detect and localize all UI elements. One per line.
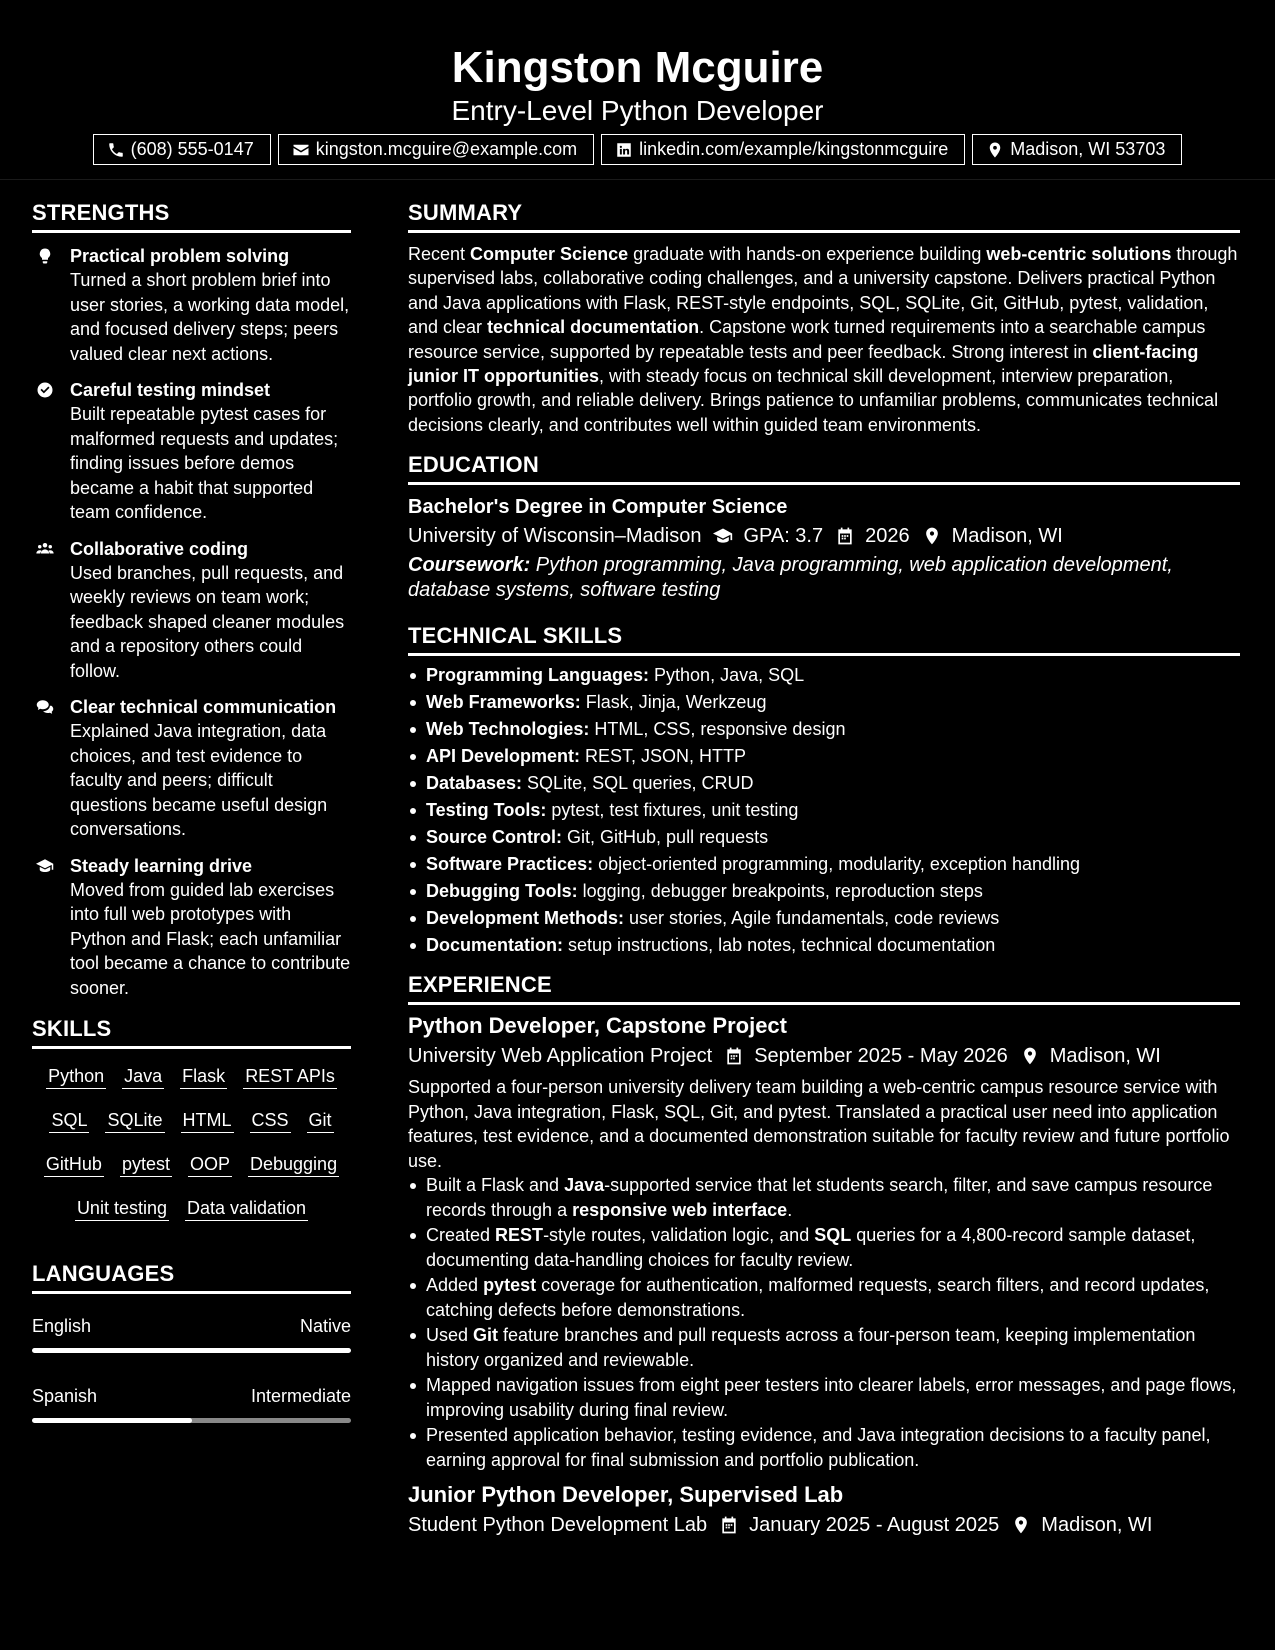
- strength-title: Collaborative coding: [70, 538, 249, 559]
- strength-title: Careful testing mindset: [70, 380, 271, 400]
- job-title: Junior Python Developer, Supervised Lab: [408, 1482, 844, 1508]
- skill-tag: Unit testing: [75, 1196, 169, 1221]
- strength-desc: Moved from guided lab exercises into full web prototypes with Python and Flask; each unfamiliar tool became a chance to contribute sooner.: [70, 879, 351, 998]
- strength-desc: Used branches, pull requests, and weekly reviews on team work; feedback shaped cleaner modules and a repository others could follow.: [70, 562, 345, 681]
- strength-desc: Built repeatable pytest cases for malformed requests and updates; finding issues before demos became a habit that supported team confidence.: [70, 404, 339, 522]
- skill-tag: Flask: [180, 1064, 227, 1089]
- job-dates: September 2025 - May 2026: [754, 1045, 1008, 1068]
- tech-skill-item: Databases: SQLite, SQL queries, CRUD: [408, 770, 1240, 797]
- tech-skill-item: Development Methods: user stories, Agile fundamentals, code reviews: [408, 905, 1240, 932]
- skill-tag: HTML: [181, 1108, 234, 1133]
- job-bullets: [408, 1173, 1240, 1472]
- strength-item: [32, 244, 351, 366]
- tech-skill-item: Web Technologies: HTML, CSS, responsive design: [408, 716, 1240, 743]
- tech-skill-item: Source Control: Git, GitHub, pull requests: [408, 824, 1240, 851]
- contact-phone-text: (608) 555-0147: [130, 139, 254, 159]
- strengths-heading: STRENGTHS: [32, 200, 351, 233]
- language-item: [32, 1314, 351, 1353]
- map-pin-icon: [922, 526, 942, 546]
- skill-tag: Git: [307, 1108, 334, 1133]
- strength-item: [32, 695, 351, 842]
- map-pin-icon: [986, 141, 1004, 159]
- strength-title: Steady learning drive: [70, 855, 253, 876]
- education-location: Madison, WI: [951, 525, 1063, 548]
- language-name: English: [32, 1316, 92, 1336]
- gpa: GPA: 3.7: [743, 525, 824, 548]
- contact-linkedin[interactable]: [601, 134, 965, 165]
- calendar-icon: [719, 1515, 739, 1535]
- right-column: [408, 180, 1240, 1539]
- job-description: Supported a four-person university delivery team building a web-centric campus resource service with Python, Java integration, Flask, SQL, Git, and pytest. Translated a practical user need into application features, test evidence, and a documented demonstration suitable for faculty review and future portfolio use.: [408, 1077, 1230, 1171]
- job-bullet: Used Git feature branches and pull requests across a four-person team, keeping implementation history organized and reviewable.: [408, 1323, 1240, 1372]
- technical-skills-heading: TECHNICAL SKILLS: [408, 623, 1240, 656]
- skill-tag: Debugging: [248, 1152, 339, 1177]
- language-bar: [32, 1418, 351, 1423]
- map-pin-icon: [1011, 1515, 1031, 1535]
- skills-heading: SKILLS: [32, 1016, 351, 1049]
- skill-tag: Python: [46, 1064, 106, 1089]
- job-bullet: Added pytest coverage for authentication, malformed requests, search filters, and record updates, catching defects before demonstrations.: [408, 1273, 1240, 1322]
- chat-bubbles-icon: [35, 698, 55, 716]
- skill-tag: Data validation: [185, 1196, 308, 1221]
- degree-title: Bachelor's Degree in Computer Science: [408, 496, 788, 519]
- contact-bar: [0, 134, 1275, 165]
- check-circle-icon: [35, 381, 55, 399]
- skill-tag: CSS: [250, 1108, 291, 1133]
- experience-heading: EXPERIENCE: [408, 972, 1240, 1005]
- candidate-title: Entry-Level Python Developer: [451, 95, 824, 126]
- job-dates: January 2025 - August 2025: [749, 1514, 1000, 1537]
- job-bullet: Presented application behavior, testing evidence, and Java integration decisions to a faculty panel, earning approval for final submission and portfolio publication.: [408, 1423, 1240, 1472]
- strength-item: [32, 378, 351, 525]
- skill-tag: pytest: [120, 1152, 172, 1177]
- left-column: [32, 180, 351, 1423]
- language-bar-fill: [32, 1348, 351, 1353]
- job-bullet: Mapped navigation issues from eight peer testers into clearer labels, error messages, and page flows, improving usability during final review.: [408, 1373, 1240, 1422]
- education-heading: EDUCATION: [408, 452, 1240, 485]
- contact-location: [972, 134, 1182, 165]
- language-name: Spanish: [32, 1386, 98, 1406]
- language-bar-fill: [32, 1418, 192, 1423]
- job-title: Python Developer, Capstone Project: [408, 1013, 787, 1039]
- skill-tag: Java: [122, 1064, 164, 1089]
- job-bullet: Built a Flask and Java-supported service that let students search, filter, and save campus resource records through a responsive web interface.: [408, 1173, 1240, 1222]
- strengths-list: [32, 244, 351, 1000]
- school-name: University of Wisconsin–Madison: [408, 525, 702, 548]
- map-pin-icon: [1020, 1046, 1040, 1066]
- graduation-year: 2026: [865, 525, 910, 548]
- skill-tag: GitHub: [44, 1152, 104, 1177]
- strength-item: [32, 854, 351, 1001]
- language-level: Intermediate: [250, 1386, 351, 1406]
- tech-skill-item: Web Frameworks: Flask, Jinja, Werkzeug: [408, 689, 1240, 716]
- coursework: Coursework: Python programming, Java programming, web application development, database systems, software testing: [408, 554, 1173, 601]
- strength-item: [32, 537, 351, 684]
- strength-title: Practical problem solving: [70, 246, 290, 266]
- job-meta: [408, 1042, 1240, 1070]
- calendar-icon: [724, 1046, 744, 1066]
- tech-skill-item: Programming Languages: Python, Java, SQL: [408, 662, 1240, 689]
- resume-header: [0, 0, 1275, 180]
- users-icon: [35, 540, 55, 558]
- technical-skills-list: [408, 662, 1240, 959]
- contact-location-text: Madison, WI 53703: [1010, 139, 1166, 159]
- phone-icon: [107, 141, 125, 159]
- skill-tag: OOP: [188, 1152, 232, 1177]
- strength-desc: Explained Java integration, data choices, and test evidence to faculty and peers; difficult questions became useful design conversations.: [70, 721, 328, 839]
- contact-email-text: kingston.mcguire@example.com: [315, 139, 578, 159]
- summary-text: Recent Computer Science graduate with hands-on experience building web-centric solutions through supervised labs, collaborative coding challenges, and a university capstone. Delivers practical Python and Java applications with Flask, REST-style endpoints, SQL, SQLite, Git, GitHub, pytest, validation, and clear technical documentation. Capstone work turned requirements into a searchable campus resource service, supported by repeatable tests and peer feedback. Strong interest in client-facing junior IT opportunities, with steady focus on technical skill development, interview preparation, portfolio growth, and reliable delivery. Brings patience to unfamiliar problems, communicates technical decisions clearly, and contributes well within guided team environments.: [408, 244, 1238, 435]
- graduation-cap-icon: [35, 857, 55, 875]
- skills-tags: [32, 1064, 351, 1221]
- job-org: University Web Application Project: [408, 1045, 713, 1068]
- contact-linkedin-text: linkedin.com/example/kingstonmcguire: [639, 139, 949, 159]
- tech-skill-item: Debugging Tools: logging, debugger breakpoints, reproduction steps: [408, 878, 1240, 905]
- tech-skill-item: Documentation: setup instructions, lab notes, technical documentation: [408, 932, 1240, 959]
- job-location: Madison, WI: [1041, 1514, 1153, 1537]
- language-level: Native: [299, 1316, 351, 1336]
- graduation-cap-icon: [713, 526, 733, 546]
- strength-desc: Turned a short problem brief into user stories, a working data model, and focused delivery steps; peers valued clear next actions.: [70, 270, 350, 364]
- summary-heading: SUMMARY: [408, 200, 1240, 233]
- job-location: Madison, WI: [1049, 1045, 1161, 1068]
- tech-skill-item: API Development: REST, JSON, HTTP: [408, 743, 1240, 770]
- language-item: [32, 1384, 351, 1423]
- calendar-icon: [835, 526, 855, 546]
- skill-tag: REST APIs: [243, 1064, 337, 1089]
- lightbulb-icon: [35, 247, 55, 265]
- job-bullet: Created REST-style routes, validation logic, and SQL queries for a 4,800-record sample dataset, documenting data-handling choices for faculty review.: [408, 1223, 1240, 1272]
- job-org: Student Python Development Lab: [408, 1514, 708, 1537]
- education-meta: [408, 522, 1240, 550]
- skill-tag: SQLite: [105, 1108, 164, 1133]
- contact-email[interactable]: [278, 134, 594, 165]
- linkedin-icon: [615, 141, 633, 159]
- contact-phone[interactable]: [93, 134, 271, 165]
- candidate-name: Kingston Mcguire: [451, 43, 824, 92]
- tech-skill-item: Software Practices: object-oriented programming, modularity, exception handling: [408, 851, 1240, 878]
- languages-heading: LANGUAGES: [32, 1261, 351, 1294]
- skill-tag: SQL: [49, 1108, 89, 1133]
- language-bar: [32, 1348, 351, 1353]
- tech-skill-item: Testing Tools: pytest, test fixtures, unit testing: [408, 797, 1240, 824]
- job-meta: [408, 1511, 1240, 1539]
- strength-title: Clear technical communication: [70, 697, 337, 717]
- envelope-icon: [292, 141, 310, 159]
